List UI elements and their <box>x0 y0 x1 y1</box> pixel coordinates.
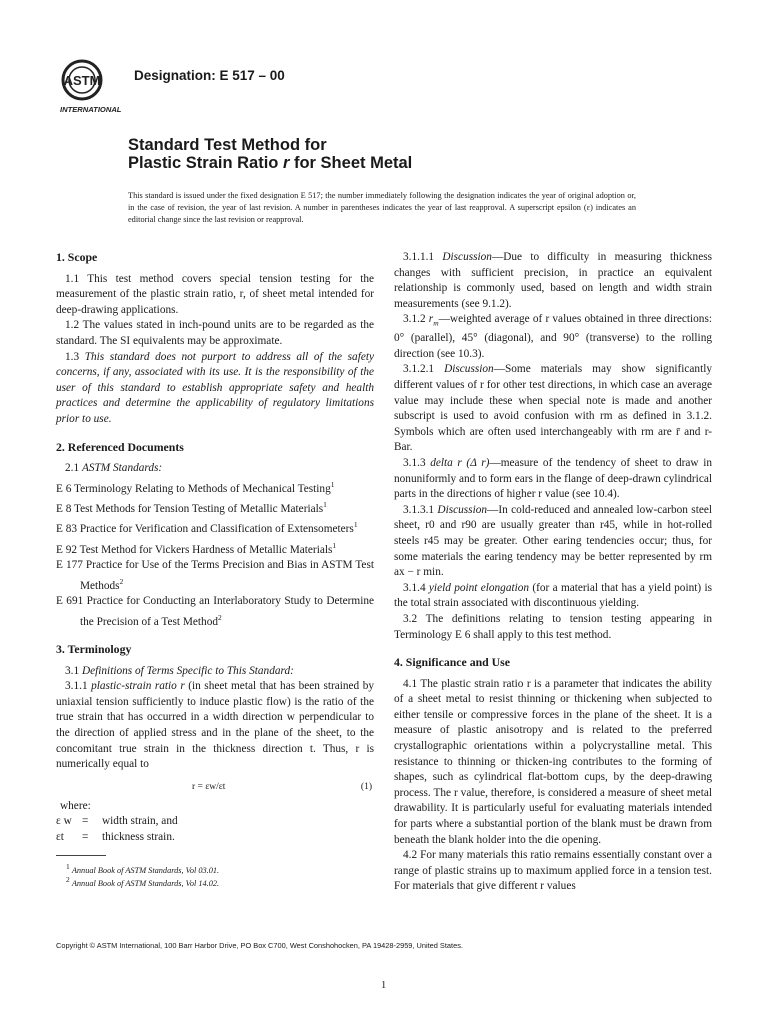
logo-text: ASTM <box>63 73 101 88</box>
title-line1: Standard Test Method for <box>128 136 327 154</box>
footnote-text: Annual Book of ASTM Standards, Vol 14.02. <box>71 878 220 888</box>
astm-logo <box>58 54 122 118</box>
para-num: 3.1.3.1 <box>403 503 438 516</box>
title-r: r <box>282 154 290 172</box>
title-text-end: for Sheet Metal <box>289 154 413 172</box>
title-line2 <box>128 154 412 173</box>
logo-subtext: INTERNATIONAL <box>60 105 122 114</box>
rm-symbol: $r_m$ <box>428 313 439 328</box>
terminology-heading: 3. Terminology <box>56 642 132 657</box>
ref-sup: 1 <box>353 520 358 530</box>
equation-1 <box>56 777 374 799</box>
para-1-1: 1.1 This test method covers special tension testing for the measurement of the plastic strain ratio, r, of sheet metal intended for deep-drawing applications. <box>56 272 374 316</box>
footnote-text: Annual Book of ASTM Standards, Vol 03.01. <box>71 865 220 875</box>
where-label: where: <box>60 799 91 812</box>
term-3-1-3 <box>394 456 712 503</box>
ref-sup: 2 <box>119 576 124 586</box>
term-3-1-2 <box>394 312 712 362</box>
designation: Designation: E 517 – 00 <box>134 68 285 83</box>
para-4-2: 4.2 For many materials this ratio remains essentially constant over a range of plastic strains up to maximum applied force in a tension test. For materials that give different r values <box>394 849 712 893</box>
equation-formula: r = εw/εt <box>192 781 226 792</box>
where-symbol: εt <box>56 831 64 843</box>
page-number: 1 <box>381 980 387 991</box>
para-num: 3.1.2 <box>403 313 429 326</box>
ref-item <box>56 538 374 558</box>
para-num: 3.1.1 <box>65 680 92 693</box>
where-symbol: ε w <box>56 815 72 828</box>
ref-text: E 177 Practice for Use of the Terms Precision and Bias in ASTM Test Methods <box>56 559 374 592</box>
para-1-3 <box>56 350 374 428</box>
term-3-1-2-1 <box>394 362 712 456</box>
references-heading: 2. Referenced Documents <box>56 439 184 454</box>
para-text: —Due to difficulty in measuring thickness changes with sufficient precision, in practice an equivalent relationship is commonly used, based on length and width strain measurements (see 9.1.2). <box>394 251 713 310</box>
para-label: plastic-strain ratio r <box>91 680 185 693</box>
para-text: —weighted average of r values obtained in three directions: 0° (parallel), 45° (diagonal), and 90° (transverse) to the rolling direction (see 10.3). <box>394 313 712 360</box>
ref-sup: 1 <box>323 500 327 510</box>
where-row <box>56 830 374 846</box>
ref-text: E 8 Test Methods for Tension Testing of Metallic Materials <box>56 502 324 515</box>
ref-text: E 6 Terminology Relating to Methods of Mechanical Testing <box>56 482 331 495</box>
term-3-2: 3.2 The definitions relating to tension testing appearing in Terminology E 6 shall apply to this test method. <box>394 612 712 641</box>
para-label: ASTM Standards: <box>81 462 163 475</box>
right-column <box>394 250 712 895</box>
ref-item <box>56 477 374 497</box>
para-label: Definitions of Terms Specific to This Standard: <box>81 664 294 677</box>
footnote-num: 2 <box>66 875 70 884</box>
para-4-1: 4.1 The plastic strain ratio r is a parameter that indicates the ability of a sheet metal to resist thinning or thickening when subjected to either tensile or compressive forces in the plane of the sheet. It is a measure of plastic anisotropy and is related to the preferred crystallographic orientations within a polycrystalline metal. This resistance to thinning or thicken-ing contributes to the forming of shapes, such as cylindrical flat-bottom cups, by the deep-drawing process. The r value, therefore, is considered a measure of sheet metal drawability. It is particularly useful for evaluating materials intended for parts where a substantial portion of the blank must be drawn from beneath the blank holder into the die opening. <box>394 677 712 846</box>
ref-item <box>56 558 374 594</box>
where-desc: width strain, and <box>102 815 178 828</box>
ref-text: E 83 Practice for Verification and Classification of Extensometers <box>56 523 354 536</box>
footnote-num: 1 <box>66 862 70 871</box>
footnote-2 <box>66 875 219 888</box>
equation-number: (1) <box>360 781 372 792</box>
para-text: —Some materials may show significantly different values of r for other test directions, in which case an average value may include these when special note is made and another subscript is used to avoid confusion with rm as defined in 3.1.2. Symbols which are often used interchangeably with rm are r̄ and r-Bar. <box>394 363 712 454</box>
term-3-1 <box>56 664 374 680</box>
para-label: Discussion <box>437 503 488 516</box>
ref-sup: 1 <box>332 540 337 550</box>
para-num: 3.1.1.1 <box>403 251 443 263</box>
para-text: —measure of the tendency of sheet to draw in nonuniformly and to form ears in the flange of deep-drawn cylindrical parts in the directions of higher r value (see 10.4). <box>394 456 712 501</box>
para-num: 1.3 <box>65 350 85 363</box>
para-text: —In cold-reduced and annealed low-carbon steel sheet, r0 and r90 are usually greater than r45, while in hot-rolled steels r45 may be greater. Other earing tendencies occur; thus, for some materials the earing tendency may be better represented by rm ax − r min. <box>394 503 713 579</box>
ref-sup: 1 <box>330 479 335 489</box>
ref-item <box>56 497 374 517</box>
para-label: delta r (Δ r) <box>430 456 490 469</box>
term-3-1-1 <box>56 679 374 773</box>
ref-text: E 92 Test Method for Vickers Hardness of Metallic Materials <box>56 543 333 556</box>
para-num: 2.1 <box>65 462 82 475</box>
para-label: Discussion <box>444 363 494 376</box>
para-text: (for a material that has a yield point) is the total strain associated with discontinuous yielding. <box>394 581 712 610</box>
where-desc: thickness strain. <box>102 831 175 843</box>
standard-notice: This standard is issued under the fixed designation E 517; the number immediately following the designation indicates the year of original adoption or, in the case of revision, the year of last revision. A number in parentheses indicates the year of last reapproval. A superscript epsilon (ε) indicates an editorial change since the last revision or reapproval. <box>128 191 636 224</box>
footnote-divider <box>56 855 106 856</box>
ref-2-1 <box>56 461 374 477</box>
para-1-2: 1.2 The values stated in inch-pound units are to be regarded as the standard. The SI equivalents may be approximate. <box>56 319 374 347</box>
ref-item <box>56 517 374 537</box>
where-equals: = <box>82 815 89 828</box>
para-num: 3.1.2.1 <box>403 363 445 376</box>
title-text: Plastic Strain Ratio <box>128 154 283 172</box>
copyright: Copyright © ASTM International, 100 Barr Harbor Drive, PO Box C700, West Conshohocken, PA 19428-2959, United States. <box>56 941 463 950</box>
significance-heading: 4. Significance and Use <box>394 655 511 670</box>
para-num: 3.1.3 <box>403 456 431 469</box>
term-3-1-1-1 <box>394 250 712 312</box>
term-3-1-3-1 <box>394 503 712 581</box>
term-3-1-4 <box>394 581 712 612</box>
para-num: 3.1.4 <box>403 581 429 594</box>
where-row <box>56 814 374 830</box>
ref-item <box>56 594 374 630</box>
para-text: (in sheet metal that has been strained by uniaxial tension sufficiently to induce plastic flow) is the ratio of the true strain that has occurred in a width direction w perpendicular to the direction of applied stress and in the plane of the sheet, to the concomitant true strain in the thickness direction t. Thus, r is numerically equal to <box>56 680 375 771</box>
where-equals: = <box>82 831 89 843</box>
ref-text: E 691 Practice for Conducting an Interlaboratory Study to Determine the Precision of a Test Method <box>56 595 374 628</box>
para-text: This standard does not purport to address all of the safety concerns, if any, associated with its use. It is the responsibility of the user of this standard to establish appropriate safety and health practices and determine the applicability of regulatory limitations prior to use. <box>56 350 375 425</box>
para-num: 3.1 <box>65 664 82 677</box>
para-label: yield point elongation <box>428 581 530 594</box>
left-column <box>56 250 374 846</box>
ref-sup: 2 <box>218 612 222 622</box>
para-label: Discussion <box>442 251 492 263</box>
footnote-1 <box>66 862 219 875</box>
scope-heading: 1. Scope <box>56 250 98 264</box>
